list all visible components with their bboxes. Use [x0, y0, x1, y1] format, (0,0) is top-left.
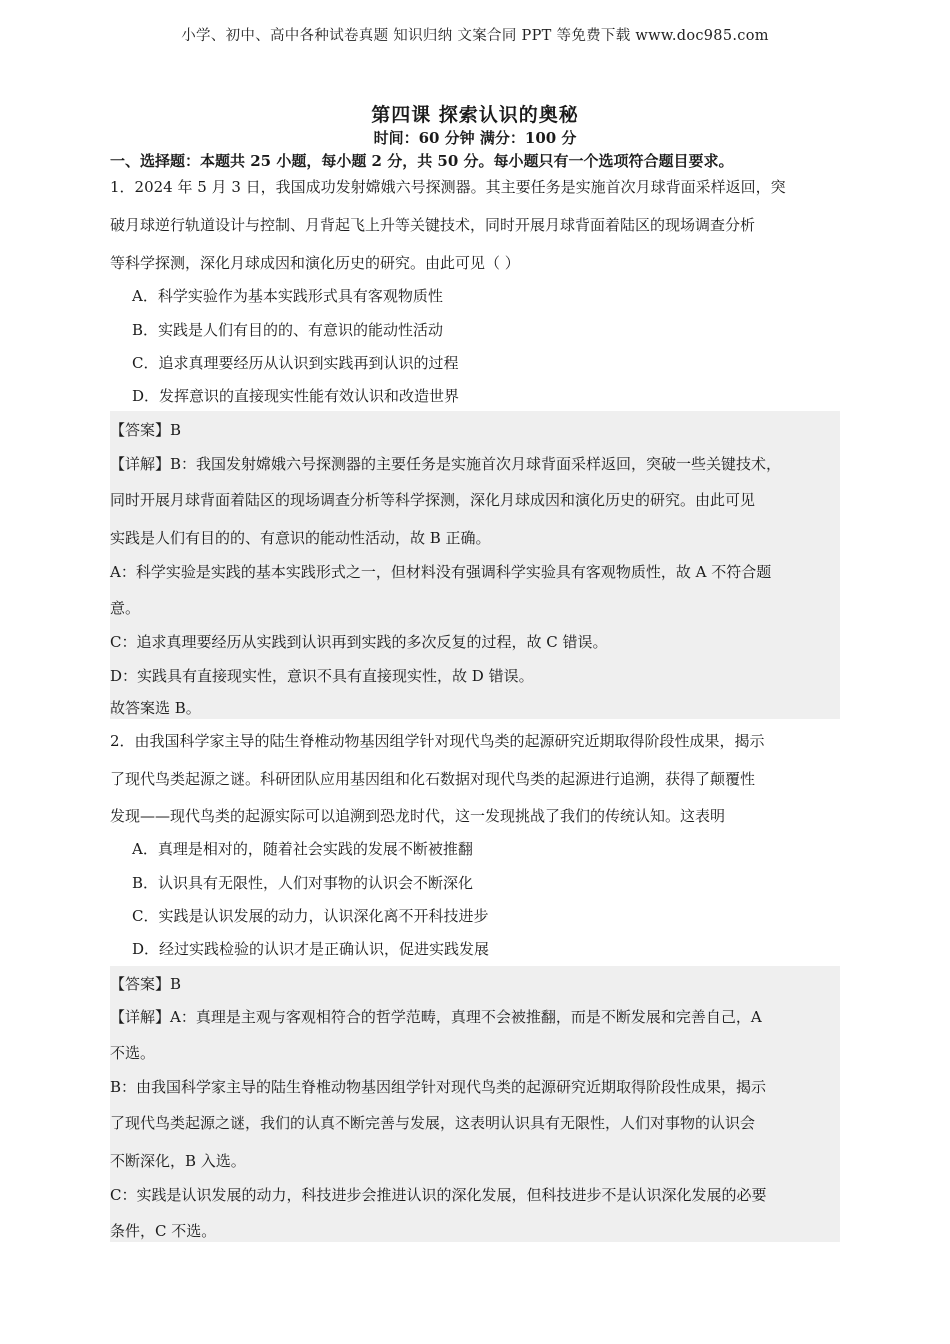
question-1-option-c: C．追求真理要经历从认识到实践再到认识的过程 [132, 354, 459, 372]
answer-label: 【答案】B [110, 975, 182, 993]
explanation-line: C：实践是认识发展的动力，科技进步会推进认识的深化发展，但科技进步不是认识深化发展的必要 [110, 1186, 767, 1204]
question-2-line: 2．由我国科学家主导的陆生脊椎动物基因组学针对现代鸟类的起源研究近期取得阶段性成果，揭示 [110, 732, 765, 750]
explanation-line: D：实践具有直接现实性，意识不具有直接现实性，故 D 错误。 [110, 667, 534, 685]
explanation-line: 故答案选 B。 [110, 699, 201, 717]
explanation-line: 不选。 [110, 1044, 156, 1062]
question-1-line: 等科学探测，深化月球成因和演化历史的研究。由此可见（ ） [110, 254, 520, 272]
explanation-line: C：追求真理要经历从实践到认识再到实践的多次反复的过程，故 C 错误。 [110, 633, 608, 651]
question-2-option-c: C．实践是认识发展的动力，认识深化离不开科技进步 [132, 907, 489, 925]
explanation-line: 不断深化，B 入选。 [110, 1152, 246, 1170]
question-2-option-a: A．真理是相对的，随着社会实践的发展不断被推翻 [132, 840, 473, 858]
question-2-line: 了现代鸟类起源之谜。科研团队应用基因组和化石数据对现代鸟类的起源进行追溯，获得了颠覆性 [110, 770, 756, 788]
question-2-line: 发现——现代鸟类的起源实际可以追溯到恐龙时代，这一发现挑战了我们的传统认知。这表明 [110, 807, 726, 825]
explanation-line: 【详解】B：我国发射嫦娥六号探测器的主要任务是实施首次月球背面采样返回，突破一些关键技术， [110, 455, 782, 473]
question-2-option-b: B．认识具有无限性，人们对事物的认识会不断深化 [132, 874, 474, 892]
explanation-line: B：由我国科学家主导的陆生脊椎动物基因组学针对现代鸟类的起源研究近期取得阶段性成果，揭示 [110, 1078, 767, 1096]
answer-label: 【答案】B [110, 421, 182, 439]
question-2-answer-block [110, 966, 840, 1242]
explanation-line: 了现代鸟类起源之谜，我们的认真不断完善与发展，这表明认识具有无限性，人们对事物的认识会 [110, 1114, 756, 1132]
explanation-line: 实践是人们有目的的、有意识的能动性活动，故 B 正确。 [110, 529, 491, 547]
question-1-option-d: D．发挥意识的直接现实性能有效认识和改造世界 [132, 387, 460, 405]
question-1-line: 1．2024 年 5 月 3 日，我国成功发射嫦娥六号探测器。其主要任务是实施首次月球背面采样返回，突 [110, 178, 786, 196]
exam-time-score: 时间：60 分钟 满分：100 分 [373, 129, 577, 147]
explanation-line: A：科学实验是实践的基本实践形式之一，但材料没有强调科学实验具有客观物质性，故 A 不符合题 [110, 563, 772, 581]
question-2-option-d: D．经过实践检验的认识才是正确认识，促进实践发展 [132, 940, 490, 958]
question-1-option-b: B．实践是人们有目的的、有意识的能动性活动 [132, 321, 444, 339]
explanation-line: 条件，C 不选。 [110, 1222, 217, 1240]
lesson-title: 第四课 探索认识的奥秘 [371, 104, 579, 126]
question-1-option-a: A．科学实验作为基本实践形式具有客观物质性 [132, 287, 443, 305]
question-1-answer-block [110, 411, 840, 719]
section-heading: 一、选择题：本题共 25 小题，每小题 2 分，共 50 分。每小题只有一个选项符合题目要求。 [110, 152, 734, 170]
explanation-line: 【详解】A：真理是主观与客观相符合的哲学范畴，真理不会被推翻，而是不断发展和完善自己，A [110, 1008, 762, 1026]
explanation-line: 意。 [110, 599, 141, 617]
explanation-line: 同时开展月球背面着陆区的现场调查分析等科学探测，深化月球成因和演化历史的研究。由此可见 [110, 491, 756, 509]
page-header: 小学、初中、高中各种试卷真题 知识归纳 文案合同 PPT 等免费下载 www.doc985.com [181, 28, 769, 44]
question-1-line: 破月球逆行轨道设计与控制、月背起飞上升等关键技术，同时开展月球背面着陆区的现场调查分析 [110, 216, 756, 234]
